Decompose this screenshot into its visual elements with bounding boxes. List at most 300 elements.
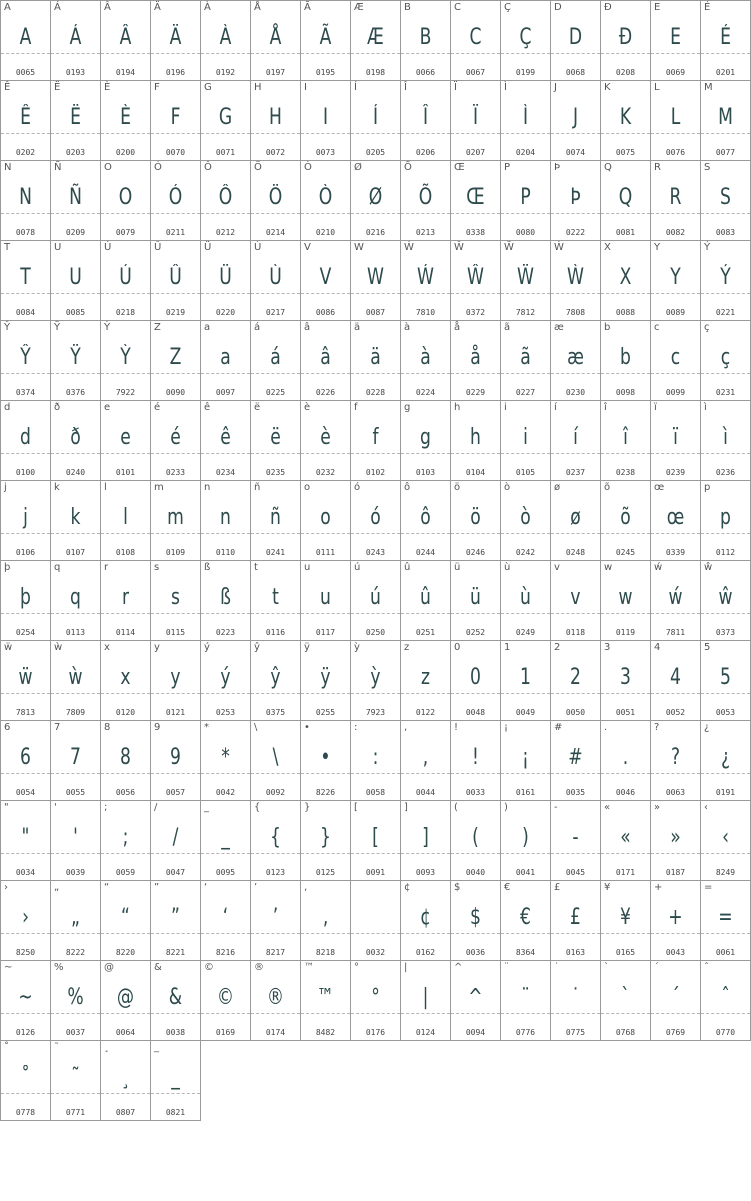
glyph-reference-char: Ò bbox=[304, 162, 312, 173]
glyph-reference-char: ú bbox=[354, 562, 361, 573]
glyph-cell bbox=[1, 401, 51, 481]
baseline-guide bbox=[651, 693, 700, 694]
glyph-sample: C bbox=[469, 25, 482, 50]
baseline-guide bbox=[501, 773, 550, 774]
baseline-guide bbox=[401, 933, 450, 934]
glyph-code: 0245 bbox=[615, 548, 636, 557]
glyph-code: 0226 bbox=[315, 388, 336, 397]
baseline-guide bbox=[401, 133, 450, 134]
glyph-sample: T bbox=[20, 265, 31, 290]
glyph-sample: U bbox=[69, 265, 82, 290]
glyph-sample: - bbox=[572, 825, 579, 850]
glyph-code: 0107 bbox=[65, 548, 86, 557]
glyph-cell bbox=[101, 161, 151, 241]
baseline-guide bbox=[101, 533, 150, 534]
baseline-guide bbox=[451, 53, 500, 54]
glyph-reference-char: b bbox=[604, 322, 611, 333]
glyph-reference-char: _ bbox=[204, 802, 209, 813]
glyph-code: 0778 bbox=[15, 1108, 36, 1117]
baseline-guide bbox=[151, 533, 200, 534]
glyph-cell bbox=[251, 321, 301, 401]
glyph-cell bbox=[151, 561, 201, 641]
glyph-reference-char: Ẅ bbox=[504, 242, 514, 253]
glyph-sample: z bbox=[420, 665, 431, 690]
glyph-sample: J bbox=[572, 105, 579, 130]
glyph-code: 0225 bbox=[265, 388, 286, 397]
glyph-code: 0125 bbox=[315, 868, 336, 877]
baseline-guide bbox=[1, 453, 50, 454]
glyph-code: 0042 bbox=[215, 788, 236, 797]
glyph-code: 8482 bbox=[315, 1028, 336, 1037]
glyph-sample: É bbox=[720, 25, 731, 50]
baseline-guide bbox=[1, 933, 50, 934]
glyph-cell bbox=[301, 641, 351, 721]
glyph-code: 0102 bbox=[365, 468, 386, 477]
glyph-cell bbox=[351, 401, 401, 481]
glyph-reference-char: " bbox=[4, 802, 9, 813]
baseline-guide bbox=[101, 453, 150, 454]
glyph-sample: ” bbox=[171, 905, 180, 930]
baseline-guide bbox=[551, 373, 600, 374]
glyph-code: 0216 bbox=[365, 228, 386, 237]
glyph-cell bbox=[151, 321, 201, 401]
glyph-sample: # bbox=[568, 745, 583, 770]
baseline-guide bbox=[351, 373, 400, 374]
glyph-sample: ï bbox=[673, 425, 678, 450]
glyph-sample: v bbox=[570, 585, 581, 610]
glyph-reference-char: R bbox=[654, 162, 661, 173]
glyph-reference-char: z bbox=[404, 642, 410, 653]
glyph-code: 0249 bbox=[515, 628, 536, 637]
glyph-sample: Ö bbox=[268, 185, 283, 210]
glyph-code: 0032 bbox=[365, 948, 386, 957]
baseline-guide bbox=[651, 773, 700, 774]
baseline-guide bbox=[551, 693, 600, 694]
glyph-sample: ê bbox=[220, 425, 231, 450]
glyph-code: 8216 bbox=[215, 948, 236, 957]
glyph-reference-char: 4 bbox=[654, 642, 661, 653]
glyph-sample: a bbox=[220, 345, 231, 370]
glyph-code: 0376 bbox=[65, 388, 86, 397]
glyph-cell bbox=[551, 401, 601, 481]
glyph-cell bbox=[651, 1, 701, 81]
glyph-sample: Y bbox=[670, 265, 681, 290]
baseline-guide bbox=[501, 533, 550, 534]
glyph-code: 0194 bbox=[115, 68, 136, 77]
glyph-sample: _ bbox=[171, 1065, 180, 1090]
glyph-sample: ¿ bbox=[720, 745, 731, 770]
glyph-code: 0234 bbox=[215, 468, 236, 477]
glyph-code: 0076 bbox=[665, 148, 686, 157]
glyph-code: 0770 bbox=[715, 1028, 736, 1037]
glyph-cell bbox=[401, 241, 451, 321]
glyph-cell bbox=[701, 241, 751, 321]
baseline-guide bbox=[451, 133, 500, 134]
glyph-cell bbox=[51, 401, 101, 481]
glyph-code: 0050 bbox=[565, 708, 586, 717]
glyph-reference-char: ° bbox=[354, 962, 359, 973]
glyph-code: 8221 bbox=[165, 948, 186, 957]
glyph-sample: ˜ bbox=[71, 1065, 80, 1090]
glyph-code: 0068 bbox=[565, 68, 586, 77]
glyph-sample: ` bbox=[621, 985, 630, 1010]
glyph-code: 0217 bbox=[265, 308, 286, 317]
glyph-reference-char: Z bbox=[154, 322, 161, 333]
glyph-cell bbox=[651, 641, 701, 721]
glyph-code: 0116 bbox=[265, 628, 286, 637]
glyph-sample: H bbox=[269, 105, 282, 130]
baseline-guide bbox=[401, 853, 450, 854]
baseline-guide bbox=[451, 613, 500, 614]
glyph-cell bbox=[401, 721, 451, 801]
baseline-guide bbox=[601, 613, 650, 614]
glyph-cell bbox=[701, 801, 751, 881]
glyph-reference-char: Ü bbox=[204, 242, 212, 253]
glyph-cell bbox=[201, 641, 251, 721]
baseline-guide bbox=[301, 453, 350, 454]
baseline-guide bbox=[501, 853, 550, 854]
glyph-code: 7808 bbox=[565, 308, 586, 317]
glyph-cell bbox=[351, 241, 401, 321]
glyph-cell bbox=[351, 81, 401, 161]
glyph-sample: B bbox=[419, 25, 432, 50]
glyph-reference-char: ð bbox=[54, 402, 61, 413]
baseline-guide bbox=[301, 693, 350, 694]
glyph-sample: Ẅ bbox=[517, 265, 534, 290]
glyph-code: 0083 bbox=[715, 228, 736, 237]
baseline-guide bbox=[151, 133, 200, 134]
glyph-reference-char: V bbox=[304, 242, 311, 253]
glyph-cell bbox=[601, 561, 651, 641]
baseline-guide bbox=[401, 213, 450, 214]
glyph-sample: ¥ bbox=[620, 905, 631, 930]
baseline-guide bbox=[101, 773, 150, 774]
glyph-code: 0039 bbox=[65, 868, 86, 877]
glyph-reference-char: Y bbox=[654, 242, 661, 253]
glyph-cell bbox=[151, 241, 201, 321]
glyph-sample: P bbox=[520, 185, 531, 210]
glyph-cell bbox=[601, 721, 651, 801]
glyph-code: 0035 bbox=[565, 788, 586, 797]
glyph-reference-char: þ bbox=[4, 562, 11, 573]
baseline-guide bbox=[451, 213, 500, 214]
baseline-guide bbox=[651, 533, 700, 534]
glyph-cell bbox=[51, 81, 101, 161]
glyph-reference-char: á bbox=[254, 322, 261, 333]
glyph-code: 0243 bbox=[365, 548, 386, 557]
glyph-code: 0115 bbox=[165, 628, 186, 637]
glyph-reference-char: Í bbox=[354, 82, 357, 93]
glyph-code: 0074 bbox=[565, 148, 586, 157]
glyph-reference-char: 1 bbox=[504, 642, 511, 653]
baseline-guide bbox=[151, 1013, 200, 1014]
glyph-code: 7923 bbox=[365, 708, 386, 717]
glyph-reference-char: Ŷ bbox=[4, 322, 11, 333]
glyph-cell bbox=[251, 641, 301, 721]
glyph-code: 0207 bbox=[465, 148, 486, 157]
glyph-cell bbox=[351, 481, 401, 561]
glyph-reference-char: ; bbox=[104, 802, 108, 813]
glyph-sample: „ bbox=[71, 905, 80, 930]
baseline-guide bbox=[151, 453, 200, 454]
glyph-sample: ú bbox=[370, 585, 381, 610]
glyph-sample: Ì bbox=[522, 105, 529, 130]
baseline-guide bbox=[601, 853, 650, 854]
glyph-reference-char: ë bbox=[254, 402, 261, 413]
glyph-reference-char: ß bbox=[204, 562, 211, 573]
glyph-reference-char: Ô bbox=[204, 162, 212, 173]
glyph-reference-char: “ bbox=[104, 882, 110, 893]
glyph-reference-char: Õ bbox=[404, 162, 412, 173]
glyph-sample: À bbox=[219, 25, 232, 50]
glyph-cell bbox=[451, 561, 501, 641]
glyph-reference-char: y bbox=[154, 642, 160, 653]
glyph-reference-char: = bbox=[704, 882, 713, 893]
glyph-reference-char: 0 bbox=[454, 642, 461, 653]
glyph-sample: é bbox=[170, 425, 181, 450]
glyph-reference-char: ñ bbox=[254, 482, 261, 493]
baseline-guide bbox=[651, 613, 700, 614]
glyph-reference-char: _ bbox=[154, 1042, 159, 1053]
baseline-guide bbox=[601, 453, 650, 454]
glyph-sample: Î bbox=[422, 105, 429, 130]
baseline-guide bbox=[451, 453, 500, 454]
glyph-sample: ã bbox=[520, 345, 531, 370]
glyph-reference-char: ê bbox=[204, 402, 211, 413]
glyph-code: 0171 bbox=[615, 868, 636, 877]
baseline-guide bbox=[651, 53, 700, 54]
glyph-code: 0111 bbox=[315, 548, 336, 557]
glyph-reference-char: i bbox=[504, 402, 507, 413]
glyph-sample: \ bbox=[272, 745, 279, 770]
glyph-reference-char: h bbox=[454, 402, 461, 413]
glyph-sample: ý bbox=[220, 665, 231, 690]
baseline-guide bbox=[551, 533, 600, 534]
glyph-reference-char: . bbox=[604, 722, 608, 733]
glyph-sample: c bbox=[670, 345, 681, 370]
baseline-guide bbox=[351, 853, 400, 854]
baseline-guide bbox=[451, 933, 500, 934]
glyph-reference-char: ˚ bbox=[4, 1042, 9, 1053]
glyph-reference-char: Ÿ bbox=[54, 322, 61, 333]
baseline-guide bbox=[401, 1013, 450, 1014]
glyph-sample: á bbox=[270, 345, 281, 370]
baseline-guide bbox=[501, 453, 550, 454]
glyph-code: 0121 bbox=[165, 708, 186, 717]
glyph-sample: x bbox=[120, 665, 131, 690]
glyph-reference-char: Ŵ bbox=[454, 242, 464, 253]
glyph-cell bbox=[201, 881, 251, 961]
glyph-reference-char: 3 bbox=[604, 642, 611, 653]
glyph-reference-char: Ð bbox=[604, 2, 612, 13]
glyph-sample: Í bbox=[372, 105, 379, 130]
baseline-guide bbox=[51, 133, 100, 134]
glyph-cell bbox=[451, 401, 501, 481]
baseline-guide bbox=[51, 853, 100, 854]
glyph-reference-char: 2 bbox=[554, 642, 561, 653]
glyph-sample: % bbox=[67, 985, 84, 1010]
glyph-cell bbox=[551, 881, 601, 961]
glyph-cell bbox=[201, 161, 251, 241]
glyph-cell bbox=[601, 801, 651, 881]
glyph-sample: ¡ bbox=[522, 745, 529, 770]
glyph-code: 0120 bbox=[115, 708, 136, 717]
glyph-sample: 3 bbox=[620, 665, 631, 690]
baseline-guide bbox=[501, 293, 550, 294]
glyph-code: 0250 bbox=[365, 628, 386, 637]
glyph-cell bbox=[351, 881, 401, 961]
glyph-code: 0210 bbox=[315, 228, 336, 237]
glyph-sample: Ÿ bbox=[70, 345, 81, 370]
glyph-code: 0123 bbox=[265, 868, 286, 877]
glyph-cell bbox=[701, 161, 751, 241]
glyph-reference-char: Ñ bbox=[54, 162, 62, 173]
glyph-cell bbox=[451, 321, 501, 401]
glyph-cell bbox=[251, 401, 301, 481]
glyph-cell bbox=[701, 641, 751, 721]
baseline-guide bbox=[551, 213, 600, 214]
glyph-cell bbox=[301, 801, 351, 881]
glyph-cell bbox=[201, 801, 251, 881]
glyph-code: 0768 bbox=[615, 1028, 636, 1037]
glyph-reference-char: : bbox=[354, 722, 358, 733]
glyph-sample: ù bbox=[520, 585, 531, 610]
glyph-reference-char: 7 bbox=[54, 722, 61, 733]
glyph-sample: 6 bbox=[20, 745, 31, 770]
glyph-code: 0212 bbox=[215, 228, 236, 237]
glyph-code: 0223 bbox=[215, 628, 236, 637]
glyph-reference-char: € bbox=[504, 882, 511, 893]
glyph-cell bbox=[551, 81, 601, 161]
glyph-sample: ẅ bbox=[18, 665, 33, 690]
glyph-sample: ´ bbox=[671, 985, 680, 1010]
glyph-reference-char: É bbox=[704, 2, 711, 13]
glyph-reference-char: r bbox=[104, 562, 109, 573]
glyph-cell bbox=[251, 801, 301, 881]
glyph-reference-char: å bbox=[454, 322, 461, 333]
baseline-guide bbox=[101, 213, 150, 214]
glyph-reference-char: | bbox=[404, 962, 408, 973]
glyph-cell bbox=[401, 881, 451, 961]
baseline-guide bbox=[1, 693, 50, 694]
glyph-sample: ¸ bbox=[121, 1065, 130, 1090]
baseline-guide bbox=[301, 853, 350, 854]
glyph-cell bbox=[201, 961, 251, 1041]
glyph-sample: m bbox=[167, 505, 184, 530]
glyph-code: 0071 bbox=[215, 148, 236, 157]
glyph-sample: Ü bbox=[219, 265, 232, 290]
glyph-cell bbox=[701, 321, 751, 401]
glyph-cell bbox=[101, 401, 151, 481]
glyph-sample: = bbox=[718, 905, 733, 930]
glyph-sample: • bbox=[320, 745, 331, 770]
glyph-sample: ¢ bbox=[420, 905, 431, 930]
glyph-reference-char: } bbox=[304, 802, 311, 813]
glyph-cell bbox=[401, 801, 451, 881]
glyph-reference-char: » bbox=[654, 802, 661, 813]
baseline-guide bbox=[201, 453, 250, 454]
glyph-cell bbox=[51, 721, 101, 801]
baseline-guide bbox=[501, 213, 550, 214]
glyph-code: 8222 bbox=[65, 948, 86, 957]
glyph-cell bbox=[101, 881, 151, 961]
glyph-cell bbox=[551, 801, 601, 881]
glyph-cell bbox=[1, 481, 51, 561]
baseline-guide bbox=[551, 133, 600, 134]
glyph-reference-char: ö bbox=[454, 482, 461, 493]
glyph-sample: ñ bbox=[270, 505, 281, 530]
glyph-code: 0187 bbox=[665, 868, 686, 877]
baseline-guide bbox=[201, 773, 250, 774]
glyph-reference-char: E bbox=[654, 2, 661, 13]
glyph-reference-char: e bbox=[104, 402, 111, 413]
glyph-reference-char: c bbox=[654, 322, 660, 333]
glyph-cell bbox=[201, 241, 251, 321]
baseline-guide bbox=[301, 53, 350, 54]
glyph-code: 0201 bbox=[715, 68, 736, 77]
glyph-cell bbox=[701, 81, 751, 161]
baseline-guide bbox=[551, 853, 600, 854]
baseline-guide bbox=[651, 1013, 700, 1014]
glyph-cell bbox=[651, 481, 701, 561]
glyph-code: 7922 bbox=[115, 388, 136, 397]
baseline-guide bbox=[101, 933, 150, 934]
baseline-guide bbox=[101, 53, 150, 54]
baseline-guide bbox=[451, 1013, 500, 1014]
baseline-guide bbox=[201, 933, 250, 934]
glyph-cell bbox=[701, 721, 751, 801]
glyph-cell bbox=[201, 1, 251, 81]
glyph-code: 0069 bbox=[665, 68, 686, 77]
glyph-sample: ö bbox=[470, 505, 481, 530]
glyph-cell bbox=[251, 161, 301, 241]
baseline-guide bbox=[551, 53, 600, 54]
glyph-cell bbox=[1, 641, 51, 721]
baseline-guide bbox=[301, 133, 350, 134]
glyph-code: 8220 bbox=[115, 948, 136, 957]
glyph-code: 0240 bbox=[65, 468, 86, 477]
baseline-guide bbox=[601, 53, 650, 54]
glyph-code: 0112 bbox=[715, 548, 736, 557]
glyph-sample: y bbox=[170, 665, 181, 690]
glyph-cell bbox=[351, 161, 401, 241]
glyph-cell bbox=[601, 641, 651, 721]
glyph-sample: ^ bbox=[468, 985, 483, 1010]
glyph-code: 0239 bbox=[665, 468, 686, 477]
glyph-cell bbox=[1, 81, 51, 161]
glyph-reference-char: K bbox=[604, 82, 611, 93]
glyph-cell bbox=[701, 1, 751, 81]
glyph-sample: 0 bbox=[470, 665, 481, 690]
glyph-sample: e bbox=[120, 425, 131, 450]
baseline-guide bbox=[701, 853, 750, 854]
baseline-guide bbox=[151, 53, 200, 54]
glyph-sample: ; bbox=[122, 825, 129, 850]
glyph-code: 0067 bbox=[465, 68, 486, 77]
baseline-guide bbox=[101, 1093, 150, 1094]
glyph-reference-char: Ỳ bbox=[104, 322, 111, 333]
glyph-sample: ° bbox=[371, 985, 380, 1010]
baseline-guide bbox=[601, 693, 650, 694]
baseline-guide bbox=[651, 213, 700, 214]
glyph-sample: Ŵ bbox=[467, 265, 484, 290]
glyph-cell bbox=[651, 321, 701, 401]
glyph-code: 0821 bbox=[165, 1108, 186, 1117]
glyph-sample: Õ bbox=[418, 185, 433, 210]
glyph-cell bbox=[451, 481, 501, 561]
glyph-code: 0255 bbox=[315, 708, 336, 717]
glyph-reference-char: Ê bbox=[4, 82, 11, 93]
